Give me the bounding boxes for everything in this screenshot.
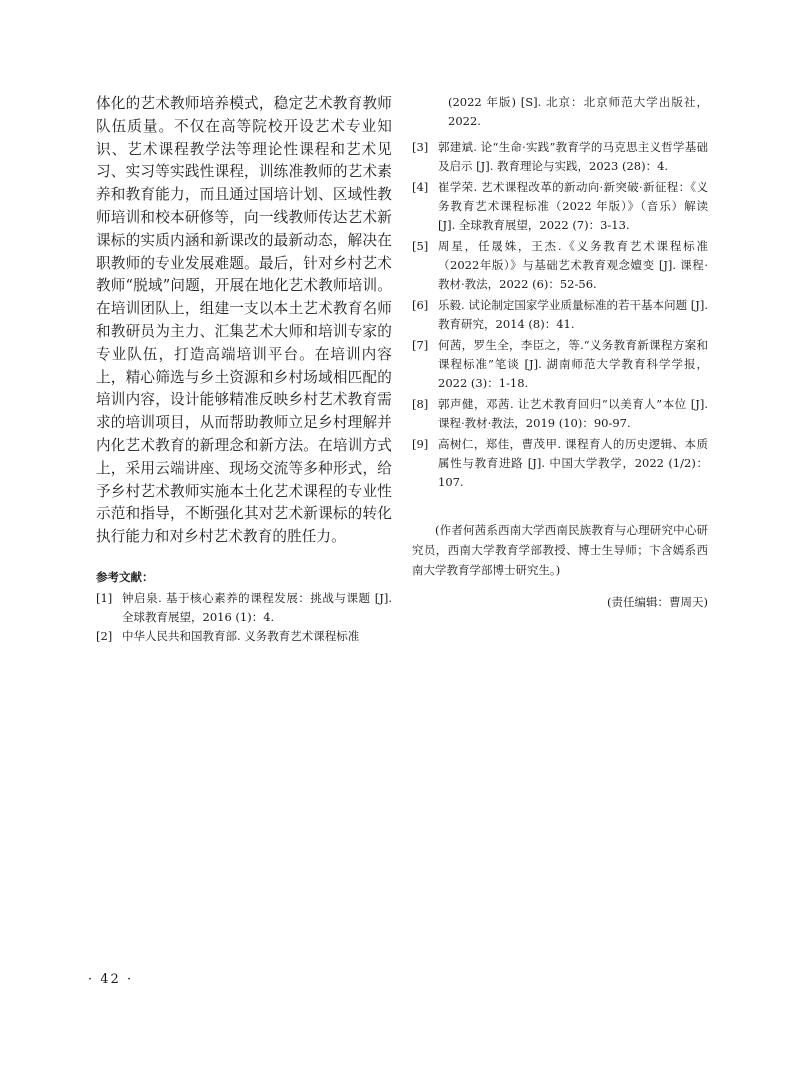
reference-text: 高树仁，郑佳，曹茂甲. 课程育人的历史逻辑、本质属性与教育进路 [J]. 中国大学教学，2022 (1/2)：107. [438, 437, 708, 489]
reference-continuation [412, 93, 708, 131]
reference-item [412, 296, 708, 334]
reference-text: 郭声健，邓茜. 让艺术教育回归“以美育人”本位 [J]. 课程·教材·教法，2019 (10)：90-97. [438, 397, 708, 430]
reference-item [412, 395, 708, 433]
reference-number: [3] [412, 140, 429, 154]
reference-text: 乐毅. 试论制定国家学业质量标准的若干基本问题 [J]. 教育研究，2014 (8)：41. [438, 298, 708, 331]
references-title: 参考文献： [96, 569, 154, 584]
right-column [412, 93, 708, 610]
reference-text: 郭建斌. 论“生命·实践”教育学的马克思主义哲学基础及启示 [J]. 教育理论与实践，2023 (28)：4. [438, 140, 708, 173]
reference-number: [2] [96, 628, 113, 643]
reference-item [412, 237, 708, 294]
reference-item [412, 138, 708, 176]
page-number: · 42 · [88, 972, 134, 987]
reference-list [412, 138, 708, 492]
reference-text: 周星，任晟姝，王杰.《义务教育艺术课程标准（2022年版）》与基础艺术教育观念嬗变 [J]. 课程·教材·教法，2022 (6)：52-56. [438, 239, 708, 291]
reference-text: (2022 年版) [S]. 北京：北京师范大学出版社，2022. [448, 95, 708, 128]
reference-text: 中华人民共和国教育部. 义务教育艺术课程标准 [122, 628, 360, 643]
reference-item [96, 589, 392, 627]
reference-number: [4] [412, 180, 429, 194]
reference-item [412, 336, 708, 393]
author-note: (作者何茜系西南大学西南民族教育与心理研究中心研究员，西南大学教育学部教授、博士生导师；卞含嫣系西南大学教育学部博士研究生。) [412, 523, 708, 577]
reference-item [96, 627, 392, 646]
reference-number: [8] [412, 397, 429, 411]
reference-text: 何茜，罗生全，李臣之，等.“义务教育新课程方案和课程标准”笔谈 [J]. 湖南师范大学教育科学学报，2022 (3)：1-18. [438, 338, 708, 390]
body-paragraph: 体化的艺术教师培养模式，稳定艺术教育教师队伍质量。不仅在高等院校开设艺术专业知识、艺术课程教学法等理论性课程和艺术见习、实习等实践性课程，训练准教师的艺术素养和教育能力，而且通过国培计划、区域性教师培训和校本研修等，向一线教师传达艺术新课标的实质内涵和新课改的最新动态，解决在职教师的专业发展难题。最后，针对乡村艺术教师“脱域”问题，开展在地化艺术教师培训。在培训团队上，组建一支以本土艺术教育名师和教研员为主力、汇集艺术大师和培训专家的专业队伍，打造高端培训平台。在培训内容上，精心筛选与乡土资源和乡村场域相匹配的培训内容，设计能够精准反映乡村艺术教育需求的培训项目，从而帮助教师立足乡村理解并内化艺术教育的新理念和新方法。在培训方式上，采用云端讲座、现场交流等多种形式，给予乡村艺术教师实施本土化艺术课程的专业性示范和指导，不断强化其对艺术新课标的转化执行能力和对乡村艺术教育的胜任力。 [96, 95, 392, 546]
reference-number: [9] [412, 437, 429, 451]
reference-number: [7] [412, 338, 429, 352]
left-column [96, 93, 392, 646]
editor-note: (责任编辑：曹周天) [607, 595, 708, 609]
reference-item [412, 178, 708, 235]
reference-text: 钟启泉. 基于核心素养的课程发展：挑战与课题 [J]. 全球教育展望，2016 (1)：4. [122, 590, 392, 624]
reference-item [412, 435, 708, 492]
reference-number: [1] [96, 590, 113, 605]
reference-number: [5] [412, 239, 429, 253]
reference-number: [6] [412, 298, 429, 312]
reference-text: 崔学荣. 艺术课程改革的新动向·新突破·新征程：《义务教育艺术课程标准（2022 年版）》（音乐）解读 [J]. 全球教育展望，2022 (7)：3-13. [438, 180, 708, 232]
